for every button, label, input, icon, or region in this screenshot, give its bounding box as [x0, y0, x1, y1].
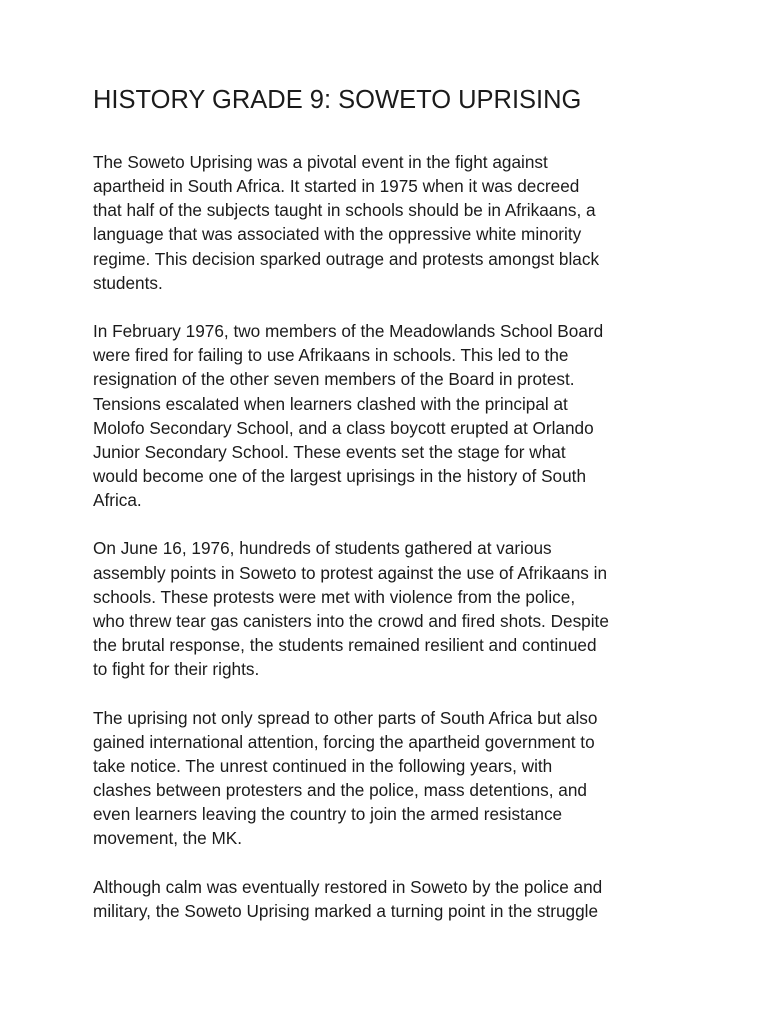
paragraph — [93, 875, 683, 923]
document-title: HISTORY GRADE 9: SOWETO UPRISING — [93, 86, 582, 114]
text-line: apartheid in South Africa. It started in 1975 when it was decreed — [93, 176, 580, 197]
paragraph — [93, 706, 683, 851]
paragraph — [93, 536, 683, 681]
text-line: Molofo Secondary School, and a class boycott erupted at Orlando — [93, 417, 594, 438]
text-line: Although calm was eventually restored in Soweto by the police and — [93, 876, 603, 897]
text-line: On June 16, 1976, hundreds of students gathered at various — [93, 538, 552, 559]
text-line: In February 1976, two members of the Meadowlands School Board — [93, 321, 604, 342]
text-line: gained international attention, forcing the apartheid government to — [93, 731, 595, 752]
paragraph — [93, 319, 683, 512]
text-line: would become one of the largest uprisings in the history of South — [93, 466, 586, 487]
text-line: resignation of the other seven members of the Board in protest. — [93, 369, 575, 390]
text-line: regime. This decision sparked outrage and protests amongst black — [93, 248, 600, 269]
text-line: who threw tear gas canisters into the crowd and fired shots. Despite — [93, 610, 609, 631]
text-line: Tensions escalated when learners clashed with the principal at — [93, 393, 568, 414]
text-line: movement, the MK. — [93, 828, 243, 849]
text-line: were fired for failing to use Afrikaans in schools. This led to the — [93, 345, 569, 366]
text-line: students. — [93, 272, 163, 293]
text-line: language that was associated with the oppressive white minority — [93, 224, 582, 245]
document-body — [93, 150, 683, 947]
text-line: assembly points in Soweto to protest against the use of Afrikaans in — [93, 562, 608, 583]
text-line: Junior Secondary School. These events set the stage for what — [93, 441, 566, 462]
text-line: clashes between protesters and the police, mass detentions, and — [93, 780, 587, 801]
text-line: to fight for their rights. — [93, 659, 260, 680]
text-line: schools. These protests were met with violence from the police, — [93, 586, 576, 607]
text-line: that half of the subjects taught in schools should be in Afrikaans, a — [93, 200, 596, 221]
text-line: The Soweto Uprising was a pivotal event in the fight against — [93, 152, 548, 172]
paragraph — [93, 150, 683, 295]
text-line: even learners leaving the country to join the armed resistance — [93, 804, 563, 825]
text-line: The uprising not only spread to other parts of South Africa but also — [93, 707, 598, 728]
text-line: take notice. The unrest continued in the following years, with — [93, 755, 553, 776]
text-line: military, the Soweto Uprising marked a turning point in the struggle — [93, 900, 599, 921]
text-line: the brutal response, the students remained resilient and continued — [93, 635, 597, 656]
text-line: Africa. — [93, 490, 142, 511]
